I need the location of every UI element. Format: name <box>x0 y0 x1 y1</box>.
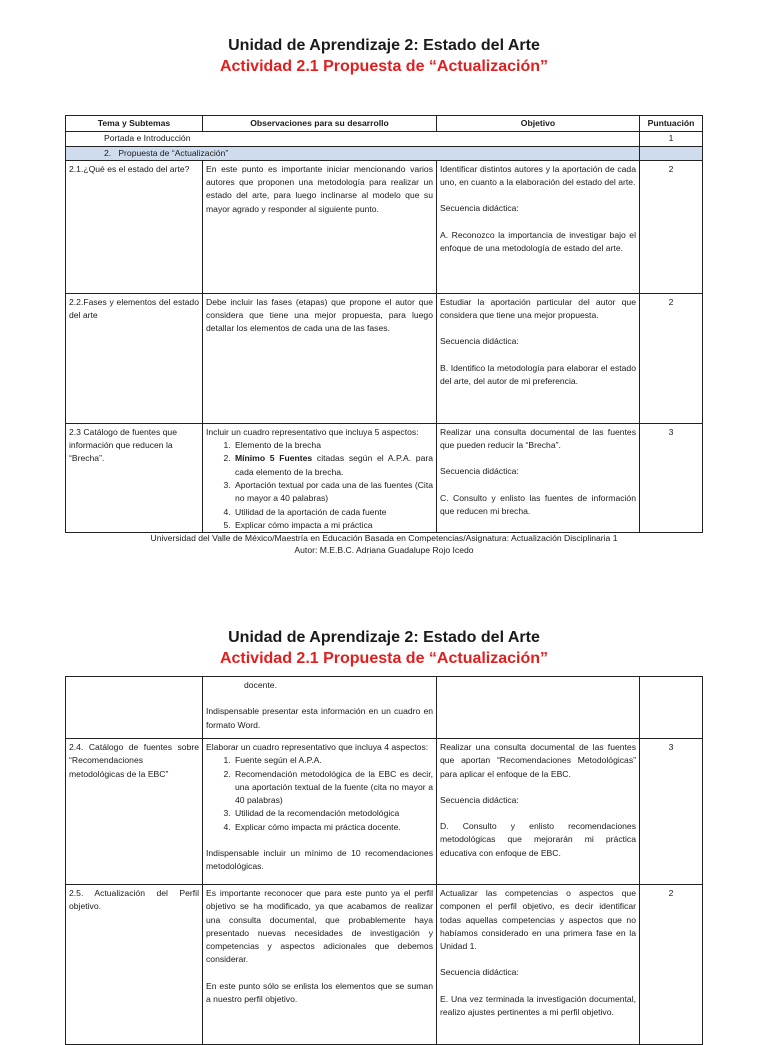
section-row <box>66 146 703 160</box>
page1-title: Unidad de Aprendizaje 2: Estado del Arte <box>228 37 540 54</box>
row-topic: 2.1.¿Qué es el estado del arte? <box>66 160 203 293</box>
footer-line-2: Autor: M.E.B.C. Adriana Guadalupe Rojo Icedo <box>294 544 474 555</box>
objective-text: Realizar una consulta documental de las fuentes que pueden reducir la “Brecha”. <box>440 426 636 451</box>
intro-row <box>66 132 703 146</box>
list-item-suffix: citadas según el A.P.A. para cada elemento de la brecha. <box>235 453 434 477</box>
row-topic: 2.3 Catálogo de fuentes que información que reducen la “Brecha”. <box>66 423 203 541</box>
row-objective <box>437 677 640 739</box>
row-objective <box>437 885 640 1045</box>
row-objective <box>437 739 640 885</box>
row-topic <box>66 677 203 739</box>
observations-intro: Elaborar un cuadro representativo que incluya 4 aspectos: <box>206 742 429 752</box>
sequence-label: Secuencia didáctica: <box>440 203 519 214</box>
row-points <box>640 677 703 739</box>
list-item: 1. Elemento de la brecha <box>233 439 433 452</box>
row-objective <box>437 160 640 293</box>
sequence-label: Secuencia didáctica: <box>440 466 519 477</box>
row-observations: Debe incluir las fases (etapas) que propone el autor que considera que tiene una mejor propuesta, para luego detallar los elementos de cada una de las fases. <box>203 293 437 423</box>
header-topic: Tema y Subtemas <box>66 116 203 132</box>
header-objective: Objetivo <box>437 116 640 132</box>
row-points: 2 <box>640 885 703 1045</box>
row-observations <box>203 885 437 1045</box>
list-item: 2. Recomendación metodológica de la EBC es decir, una aportación textual de la fuente (cita no mayor a 40 palabras) <box>233 768 433 808</box>
observations-continued: docente. <box>244 680 277 690</box>
list-item: 4. Explicar cómo impacta mi práctica docente. <box>233 821 433 834</box>
footer-line-1: Universidad del Valle de México/Maestría en Educación Basada en Competencias/Asignatura: Actualización Disciplinaria 1 <box>150 533 618 543</box>
page1-footer <box>0 533 768 556</box>
sequence-item: A. Reconozco la importancia de investigar bajo el enfoque de una metodología de estado del arte. <box>440 229 636 254</box>
objective-text: Actualizar las competencias o aspectos que componen el perfil objetivo, es decir identificar todas aquellas competencias y aspectos que no habíamos considerado en una primera fase en la Unidad 1. <box>440 888 636 952</box>
row-observations: En este punto es importante iniciar mencionando varios autores que proponen una metodología para realizar un estado del arte, para luego inclinarse al modelo que su mayor agrado y responder al siguiente punto. <box>203 160 437 293</box>
table-row <box>66 423 703 541</box>
row-points: 2 <box>640 293 703 423</box>
list-item: 4. Utilidad de la aportación de cada fuente <box>233 506 433 519</box>
list-item-bold: Mínimo 5 Fuentes <box>235 453 313 464</box>
intro-points: 1 <box>640 132 703 146</box>
row-points: 3 <box>640 423 703 541</box>
table-row <box>66 677 703 739</box>
sequence-item: E. Una vez terminada la investigación documental, realizo ajustes pertinentes a mi perfil objetivo. <box>440 993 636 1018</box>
row-objective <box>437 293 640 423</box>
objective-text: Estudiar la aportación particular del autor que considera que tiene una mejor propuesta. <box>440 296 636 321</box>
intro-label: Portada e Introducción <box>66 132 640 146</box>
observations-intro: Incluir un cuadro representativo que incluya 5 aspectos: <box>206 426 419 437</box>
list-item: 1. Fuente según el A.P.A. <box>233 754 433 767</box>
page2-table <box>65 676 703 1045</box>
objective-text: Realizar una consulta documental de las fuentes que aportan “Recomendaciones Metodológicas” para aplicar el enfoque de la EBC. <box>440 742 636 779</box>
page2-title: Unidad de Aprendizaje 2: Estado del Arte <box>228 629 540 646</box>
row-topic: 2.5. Actualización del Perfil objetivo. <box>66 885 203 1045</box>
sequence-item: D. Consulto y enlisto recomendaciones metodológicas que mejorarán mi práctica educativa con enfoque de EBC. <box>440 821 636 858</box>
row-objective <box>437 423 640 541</box>
page2-subtitle: Actividad 2.1 Propuesta de “Actualización” <box>219 650 549 667</box>
table-row <box>66 739 703 885</box>
sequence-item: C. Consulto y enlisto las fuentes de información que reducen mi brecha. <box>440 492 636 517</box>
list-item: 3. Aportación textual por cada una de las fuentes (Cita no mayor a 40 palabras) <box>233 479 433 506</box>
table-header-row <box>66 116 703 132</box>
row-points: 2 <box>640 160 703 293</box>
row-topic: 2.2.Fases y elementos del estado del arte <box>66 293 203 423</box>
sequence-label: Secuencia didáctica: <box>440 336 519 347</box>
header-points: Puntuación <box>640 116 703 132</box>
row-observations <box>203 677 437 739</box>
sequence-label: Secuencia didáctica: <box>440 794 519 805</box>
section-label: 2. Propuesta de “Actualización” <box>66 146 640 160</box>
header-observations: Observaciones para su desarrollo <box>203 116 437 132</box>
observations-text: Es importante reconocer que para este punto ya el perfil objetivo se ha modificado, ya que acabamos de realizar una consulta documental, que probablemente haya presentado nuevas necesidades de investigación y competencias y aspectos adicionales que debemos considerar. <box>206 888 433 965</box>
sequence-label: Secuencia didáctica: <box>440 967 519 978</box>
table-row <box>66 885 703 1045</box>
observations-outro: Indispensable incluir un mínimo de 10 recomendaciones metodológicas. <box>206 848 433 872</box>
observations-note: En este punto sólo se enlista los elementos que se suman a nuestro perfil objetivo. <box>206 980 433 1005</box>
list-item: 5. Explicar cómo impacta a mi práctica <box>233 519 433 532</box>
objective-text: Identificar distintos autores y la aportación de cada uno, en cuanto a la elaboración del estado del arte. <box>440 163 636 188</box>
row-observations <box>203 423 437 541</box>
row-points: 3 <box>640 739 703 885</box>
page1-table <box>65 115 703 542</box>
row-observations <box>203 739 437 885</box>
section-points-cell <box>640 146 703 160</box>
table-row <box>66 160 703 293</box>
table-row <box>66 293 703 423</box>
page1-subtitle: Actividad 2.1 Propuesta de “Actualización” <box>219 58 549 75</box>
list-item <box>233 452 433 479</box>
sequence-item: B. Identifico la metodología para elaborar el estado del arte, del autor de mi preferencia. <box>440 362 636 387</box>
row-topic: 2.4. Catálogo de fuentes sobre “Recomendaciones metodológicas de la EBC” <box>66 739 203 885</box>
observations-note: Indispensable presentar esta información en un cuadro en formato Word. <box>206 706 433 730</box>
list-item: 3. Utilidad de la recomendación metodológica <box>233 807 433 820</box>
